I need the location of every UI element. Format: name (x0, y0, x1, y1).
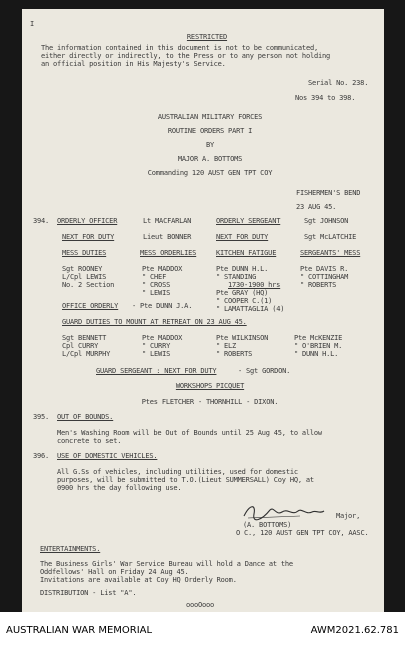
order-396-heading: USE OF DOMESTIC VEHICLES. (57, 452, 158, 460)
guard-sergeant-name: - Sgt GORDON. (238, 367, 291, 375)
duty-cell: " COTTINGHAM (300, 273, 349, 281)
picquet-heading: WORKSHOPS PICQUET (175, 382, 245, 390)
duty-cell: Sgt ROONEY (62, 265, 103, 273)
duty-cell: Pte MADDOX (142, 265, 183, 273)
orderly-officer-name: Lt MACFARLAN (143, 217, 192, 225)
duty-header-mess-orderlies: MESS ORDERLIES (140, 249, 197, 257)
guard-cell: Pte WILKINSON (216, 334, 269, 342)
entertainments-heading: ENTERTAINMENTS. (40, 545, 101, 553)
next-officer-name: Lieut BONNER (143, 233, 192, 241)
next-officer-label: NEXT FOR DUTY (62, 233, 115, 241)
guard-cell: L/Cpl MURPHY (62, 350, 111, 358)
order-395-line-1: Men's Washing Room will be Out of Bounds until 25 Aug 45, to allow (57, 429, 322, 437)
distribution: DISTRIBUTION - List "A". (40, 589, 137, 597)
caveat-line-1: The information contained in this document is not to be communicated, (41, 44, 318, 52)
guard-cell: Pte MADDOX (142, 334, 183, 342)
serial-number: Serial No. 238. (308, 79, 369, 87)
next-sergeant-name: Sgt McLATCHIE (304, 233, 357, 241)
order-395-line-2: concrete to set. (57, 437, 122, 445)
duty-cell: " ROBERTS (300, 281, 337, 289)
duty-cell: " COOPER C.(1) (216, 297, 273, 305)
end-mark: oooOooo (185, 601, 215, 609)
footer-accession: AWM2021.62.781 (310, 625, 399, 636)
duty-cell: " LAMATTAGLIA (4) (216, 305, 285, 313)
guard-cell: " CURRY (142, 342, 171, 350)
duty-cell: No. 2 Section (62, 281, 115, 289)
signature-name: (A. BOTTOMS) (243, 521, 292, 529)
order-396-line-2: purposes, will be submitted to T.O.(Lieut SUMMERSALL) Coy HQ, at (57, 476, 314, 484)
order-396-line-1: All G.Ss of vehicles, including utilities, used for domestic (57, 468, 298, 476)
signature-unit: O C., 120 AUST GEN TPT COY, AASC. (236, 529, 369, 537)
guard-sergeant-label: GUARD SERGEANT : NEXT FOR DUTY (96, 367, 217, 375)
entertainments-line-3: Invitations are available at Coy HQ Orderly Room. (40, 576, 237, 584)
order-394-number: 394. (33, 217, 50, 225)
guard-cell: " LEWIS (142, 350, 171, 358)
by-line: BY (205, 141, 215, 149)
duty-header-kitchen-fatigue: KITCHEN FATIGUE (216, 249, 277, 257)
caveat-line-2: either directly or indirectly, to the Press or to any person not holding (41, 52, 331, 60)
guard-cell: " ELZ (216, 342, 237, 350)
organisation: AUSTRALIAN MILITARY FORCES (157, 113, 263, 121)
duty-cell: Pte DUNN H.L. (216, 265, 269, 273)
caveat-line-3: an official position in His Majesty's Service. (41, 60, 226, 68)
entertainments-line-2: Oddfellows' Hall on Friday 24 Aug 45. (40, 568, 189, 576)
signature-rank: Major, (336, 512, 361, 520)
guard-cell: Sgt BENNETT (62, 334, 107, 342)
guard-cell: Pte McKENZIE (294, 334, 343, 342)
place: FISHERMEN'S BEND (296, 189, 361, 197)
duty-cell: " LEWIS (142, 289, 171, 297)
footer-source: AUSTRALIAN WAR MEMORIAL (6, 625, 153, 636)
duty-cell: Pte GRAY (HQ) (216, 289, 269, 297)
orders-title: ROUTINE ORDERS PART I (167, 127, 253, 135)
guard-duties-heading: GUARD DUTIES TO MOUNT AT RETREAT ON 23 AUG 45. (62, 318, 247, 326)
guard-cell: Cpl CURRY (62, 342, 99, 350)
commanding-unit: Commanding 120 AUST GEN TPT COY (147, 169, 273, 177)
duty-cell: " CHEF (142, 273, 167, 281)
order-396-line-3: 0900 hrs the day following use. (57, 484, 182, 492)
order-395-number: 395. (33, 413, 50, 421)
duty-cell: 1730-1900 hrs (228, 281, 281, 289)
orderly-officer-label: ORDERLY OFFICER (57, 217, 118, 225)
duty-cell: L/Cpl LEWIS (62, 273, 107, 281)
date: 23 AUG 45. (296, 203, 337, 211)
page-mark: I (30, 20, 35, 28)
duty-header-mess-duties: MESS DUTIES (62, 249, 107, 257)
order-numbers: Nos 394 to 398. (295, 94, 356, 102)
footer-bar (0, 612, 405, 653)
orderly-sergeant-label: ORDERLY SERGEANT (216, 217, 281, 225)
orderly-sergeant-name: Sgt JOHNSON (304, 217, 349, 225)
guard-cell: " ROBERTS (216, 350, 253, 358)
office-orderly-name: - Pte DUNN J.A. (132, 302, 193, 310)
order-396-number: 396. (33, 452, 50, 460)
guard-cell: " DUNN H.L. (294, 350, 339, 358)
restricted-heading: RESTRICTED (186, 33, 228, 41)
duty-header-sergeants-mess: SERGEANTS' MESS (300, 249, 361, 257)
picquet-names: Ptes FLETCHER - THORNHILL - DIXON. (141, 398, 279, 406)
next-sergeant-label: NEXT FOR DUTY (216, 233, 269, 241)
duty-cell: " CROSS (142, 281, 171, 289)
office-orderly-label: OFFICE ORDERLY (62, 302, 119, 310)
entertainments-line-1: The Business Girls' War Service Bureau will hold a Dance at the (40, 560, 293, 568)
order-395-heading: OUT OF BOUNDS. (57, 413, 114, 421)
commander-name: MAJOR A. BOTTOMS (177, 155, 243, 163)
duty-cell: Pte DAVIS R. (300, 265, 349, 273)
duty-cell: " STANDING (216, 273, 257, 281)
guard-cell: " O'BRIEN M. (294, 342, 343, 350)
